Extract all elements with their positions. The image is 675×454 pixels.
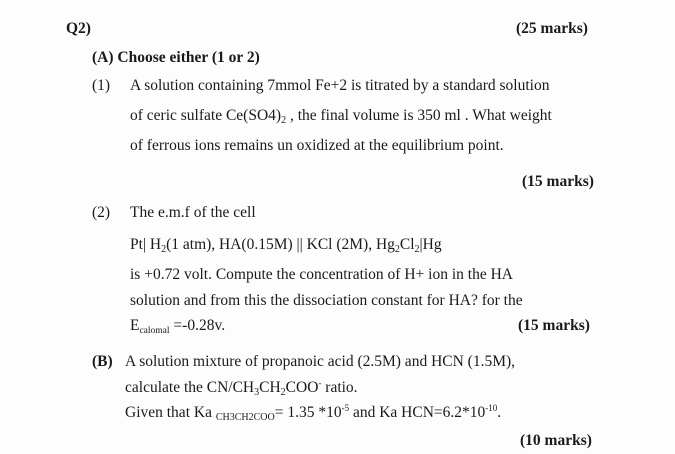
cell-s3: 2 [414,244,420,255]
cell-s1: 2 [161,244,167,255]
b2-p1: calculate the CN/CH [125,379,255,396]
e-symbol: E [130,317,140,334]
b2-p2: CH [259,379,281,396]
item2-line1: The e.m.f of the cell [130,204,256,221]
e-calomal-sub: calomal [139,326,170,336]
cell-p1: Pt| H [130,236,162,253]
part-a-label: (A) [92,49,114,66]
item1-line2-post: , the final volume is 350 ml . What weight [286,107,552,124]
b2-s2: 2 [280,387,286,398]
item2-cell-notation [130,236,442,254]
part-b-line1: A solution mixture of propanoic acid (2.5M) and HCN (1.5M), [125,353,516,370]
item1-line2-sub: 2 [281,115,287,126]
item2-marks: (15 marks) [518,317,590,334]
part-a-heading [92,49,260,67]
part-b-marks: (10 marks) [520,432,592,449]
item1-line3: of ferrous ions remains un oxidized at the equilibrium point. [130,137,504,154]
b3-p4: . [497,404,502,421]
item2-line3: is +0.72 volt. Compute the concentration of H+ ion in the HA [130,266,513,283]
item1-number: (1) [92,77,111,94]
cell-p4: |Hg [419,236,442,253]
item2-number: (2) [92,204,111,221]
b2-s1: 3 [254,387,260,398]
part-a-heading-text: Choose either (1 or 2) [117,49,260,66]
b3-p3: and Ka HCN=6.2*10 [349,404,486,421]
item1-marks: (15 marks) [522,173,594,190]
e-calomal-value: =-0.28v. [169,317,226,334]
item1-line1: A solution containing 7mmol Fe+2 is titrated by a standard solution [130,77,550,94]
item2-line4: solution and from this the dissociation constant for HA? for the [130,292,523,309]
cell-p2: (1 atm), HA(0.15M) || KCl (2M), Hg [166,236,395,253]
cell-p3: Cl [399,236,415,253]
item1-line2-pre: of ceric sulfate Ce(SO4) [130,107,282,124]
item2-line5 [130,317,225,340]
b3-sup2: -10 [485,403,498,413]
question-marks: (25 marks) [516,20,588,37]
item1-line2 [130,107,627,125]
b3-p2: = 1.35 *10 [274,404,342,421]
part-b-line3 [125,404,501,427]
cell-s2: 2 [394,244,400,255]
b2-p4: ratio. [321,379,358,396]
question-number: Q2) [66,20,91,37]
part-b-label: (B) [92,353,113,370]
b2-p3: COO [285,379,319,396]
b2-sup1: - [318,378,322,388]
b3-sup1: -5 [341,403,350,413]
b3-sub1: CH3CH2COO [215,412,275,423]
part-b-line2 [125,379,358,397]
b3-p1: Given that Ka [125,404,216,421]
